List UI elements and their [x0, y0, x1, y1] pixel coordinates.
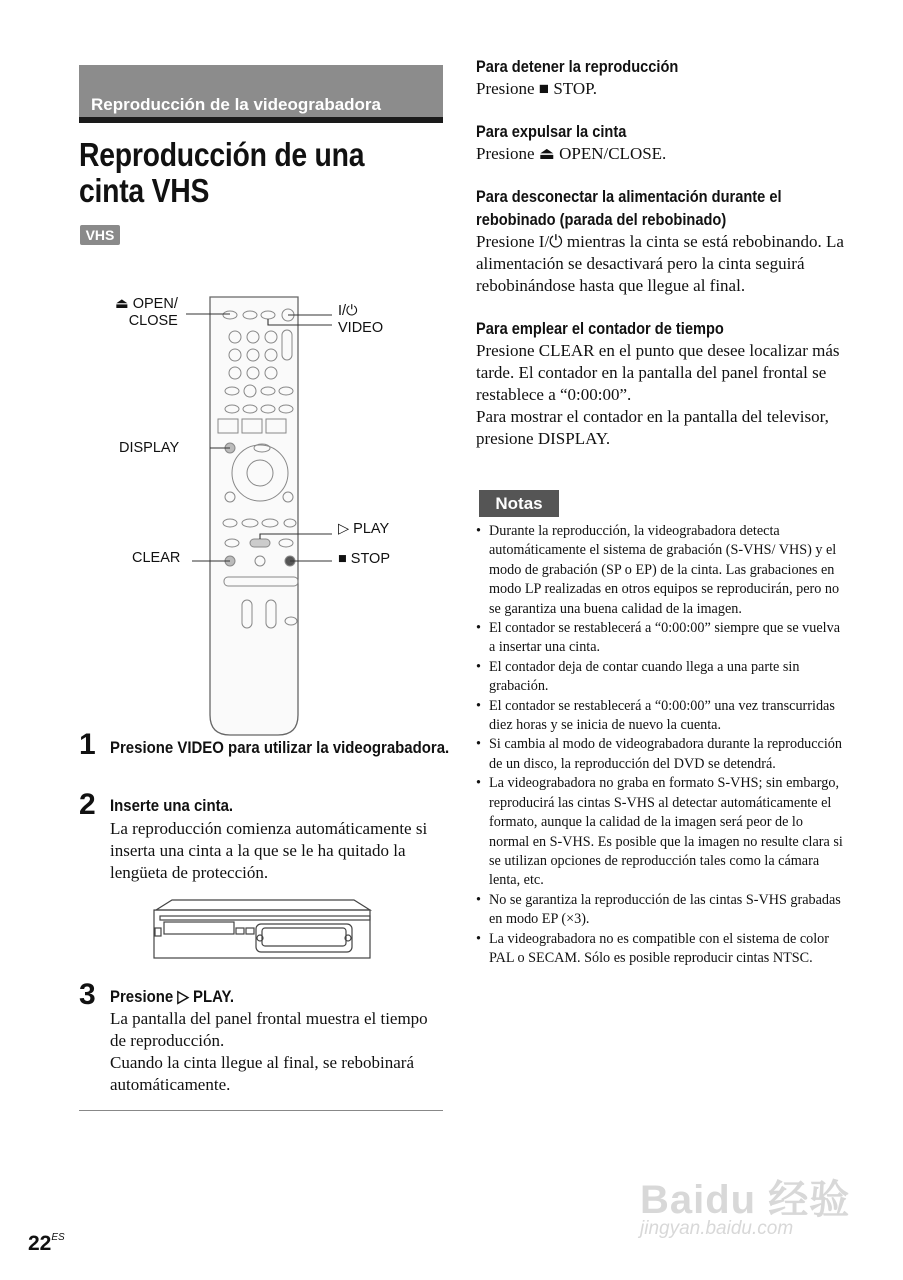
- step-3-text: La pantalla del panel frontal muestra el tiempo de reproducción. Cuando la cinta llegue al final, se rebobinará automáticamente.: [110, 1009, 428, 1094]
- note-item: • La videograbadora no es compatible con el sistema de color PAL o SECAM. Sólo es posible reproducir cintas NTSC.: [476, 930, 846, 969]
- callout-power-video: I/⏻ VIDEO: [338, 303, 384, 336]
- notes-label: Notas: [479, 490, 559, 517]
- eject-heading: Para expulsar la cinta: [476, 122, 627, 141]
- section-title: Reproducción de la videograbadora: [91, 95, 382, 114]
- step-2-title: Inserte una cinta.: [110, 796, 234, 815]
- remote-control-illustration: [110, 285, 410, 745]
- remote-body: [210, 297, 298, 735]
- watermark-url: jingyan.baidu.com: [640, 1218, 794, 1239]
- step-3-number: 3: [79, 978, 96, 1011]
- divider-line: [79, 1110, 443, 1111]
- section-header-bar: [79, 65, 443, 123]
- callout-open-close: ⏏ OPEN/ CLOSE: [115, 296, 178, 329]
- notes-list: [476, 522, 846, 968]
- note-item: • El contador se restablecerá a “0:00:00” siempre que se vuelva a insertar una cinta.: [476, 619, 846, 658]
- callout-clear: CLEAR: [132, 550, 181, 566]
- note-item: • Durante la reproducción, la videograbadora detecta automáticamente el sistema de grabación (S-VHS/ VHS) y el modo de grabación (SP o EP) de la cinta. Las grabaciones en modo LP realizadas en otros equipos se reproducirán, pero no se garantiza una buena calidad de la imagen.: [476, 522, 846, 619]
- callout-stop: ■ STOP: [338, 551, 391, 567]
- note-item: • El contador deja de contar cuando llega a una parte sin grabación.: [476, 658, 846, 697]
- page-number-value: 22: [28, 1232, 52, 1255]
- page-number-suffix: ES: [51, 1232, 65, 1243]
- stop-heading: Para detener la reproducción: [476, 57, 679, 76]
- page-title: Reproducción de una cinta VHS: [79, 136, 365, 209]
- right-column: [476, 55, 846, 462]
- step-2-number: 2: [79, 788, 96, 821]
- watermark-brand: Baidu 经验: [640, 1178, 851, 1222]
- stop-text: Presione ■ STOP.: [476, 79, 597, 98]
- power-text: Presione I/⏻ mientras la cinta se está rebobinando. La alimentación se desactivará pero la cinta seguirá rebobinándose hasta que llegue al final.: [476, 232, 844, 295]
- eject-text: Presione ⏏ OPEN/CLOSE.: [476, 144, 667, 163]
- play-button-illustration: [250, 539, 270, 547]
- vcr-deck-illustration: [150, 898, 376, 964]
- note-item: • Si cambia al modo de videograbadora durante la reproducción de un disco, la reproducción del DVD se detendrá.: [476, 735, 846, 774]
- note-item: • El contador se restablecerá a “0:00:00” una vez transcurridas diez horas y se inicia de nuevo la cuenta.: [476, 697, 846, 736]
- step-2-text: La reproducción comienza automáticamente si inserta una cinta a la que se le ha quitado la lengüeta de protección.: [110, 819, 428, 882]
- counter-text: Presione CLEAR en el punto que desee localizar más tarde. El contador en la pantalla del panel frontal se restablece a “0:00:00”. Para mostrar el contador en la pantalla del televisor, presione DISPLAY.: [476, 341, 840, 448]
- vhs-badge: VHS: [80, 225, 120, 245]
- step-1-number: 1: [79, 728, 96, 761]
- note-item: • No se garantiza la reproducción de las cintas S-VHS grabadas en modo EP (×3).: [476, 891, 846, 930]
- page-number: [28, 1232, 65, 1256]
- counter-heading: Para emplear el contador de tiempo: [476, 319, 724, 338]
- callout-play: ▷ PLAY: [338, 521, 390, 537]
- step-3-title: Presione ▷ PLAY.: [110, 987, 235, 1006]
- power-heading: Para desconectar la alimentación durante el rebobinado (parada del rebobinado): [476, 187, 782, 229]
- callout-display: DISPLAY: [119, 440, 180, 456]
- note-item: • La videograbadora no graba en formato S-VHS; sin embargo, reproducirá las cintas S-VHS al detectar automáticamente el formato, aunque la calidad de la imagen será peor de lo normal en S-VHS. Es posible que la imagen no resulte clara si se utilizan opciones de reproducción tales como la cámara lenta, etc.: [476, 774, 846, 890]
- watermark: [640, 1150, 870, 1250]
- step-1-title: Presione VIDEO para utilizar la videograbadora.: [110, 738, 450, 757]
